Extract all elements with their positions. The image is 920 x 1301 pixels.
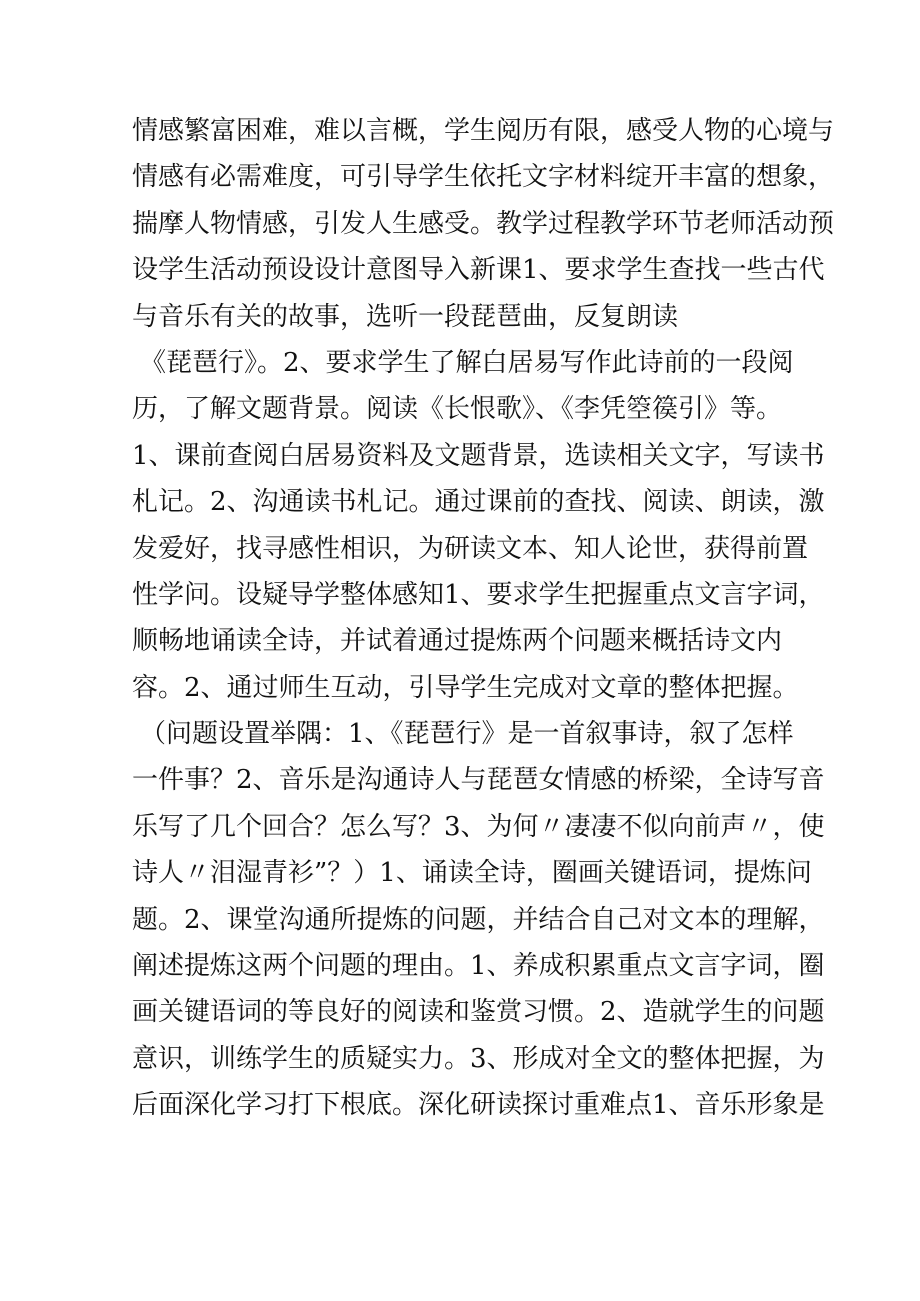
text-line: 情感繁富困难，难以言概，学生阅历有限，感受人物的心境与 bbox=[132, 116, 835, 146]
text-line: 一件事？2、音乐是沟通诗人与琵琶女情感的桥梁，全诗写音 bbox=[132, 765, 825, 796]
text-line: 历，了解文题背景。阅读《长恨歌》、《李凭箜篌引》等。 bbox=[132, 394, 783, 425]
text-line: 发爱好，找寻感性相识，为研读文本、知人论世，获得前置 bbox=[132, 533, 809, 564]
text-line: 1、课前查阅白居易资料及文题背景，选读相关文字，写读书 bbox=[132, 440, 825, 471]
text-line: 情感有必需难度，可引导学生依托文字材料绽开丰富的想象， bbox=[132, 162, 835, 193]
text-line: 乐写了几个回合？怎么写？3、为何〃凄凄不似向前声〃，使 bbox=[132, 811, 825, 842]
text-line: 《琵琶行》。2、要求学生了解白居易写作此诗前的一段阅 bbox=[140, 347, 794, 378]
text-line: 阐述提炼这两个问题的理由。1、养成积累重点文言字词，圈 bbox=[132, 951, 825, 982]
text-line: 意识，训练学生的质疑实力。3、形成对全文的整体把握，为 bbox=[132, 1043, 825, 1074]
text-line: 容。2、通过师生互动，引导学生完成对文章的整体把握。 bbox=[132, 672, 799, 703]
text-line: 画关键语词的等良好的阅读和鉴赏习惯。2、造就学生的问题 bbox=[132, 997, 825, 1028]
text-line: 性学问。设疑导学整体感知1、要求学生把握重点文言字词， bbox=[132, 579, 825, 610]
text-line: （问题设置举隅：1、《琵琶行》是一首叙事诗，叙了怎样 bbox=[140, 719, 794, 750]
text-line: 顺畅地诵读全诗，并试着通过提炼两个问题来概括诗文内 bbox=[132, 626, 783, 657]
text-line: 札记。2、沟通读书札记。通过课前的查找、阅读、朗读，激 bbox=[132, 487, 825, 518]
text-line: 设学生活动预设设计意图导入新课1、要求学生查找一些古代 bbox=[132, 255, 825, 286]
text-line: 揣摩人物情感，引发人生感受。教学过程教学环节老师活动预 bbox=[132, 208, 835, 239]
text-line: 后面深化学习打下根底。深化研读探讨重难点1、音乐形象是 bbox=[132, 1090, 825, 1121]
text-line: 题。2、课堂沟通所提炼的问题，并结合自己对文本的理解， bbox=[132, 904, 825, 935]
text-line: 诗人〃泪湿青衫”？）1、诵读全诗，圈画关键语词，提炼问 bbox=[132, 858, 812, 889]
text-line: 与音乐有关的故事，选听一段琵琶曲，反复朗读 bbox=[132, 301, 679, 332]
body-text bbox=[132, 108, 835, 1129]
